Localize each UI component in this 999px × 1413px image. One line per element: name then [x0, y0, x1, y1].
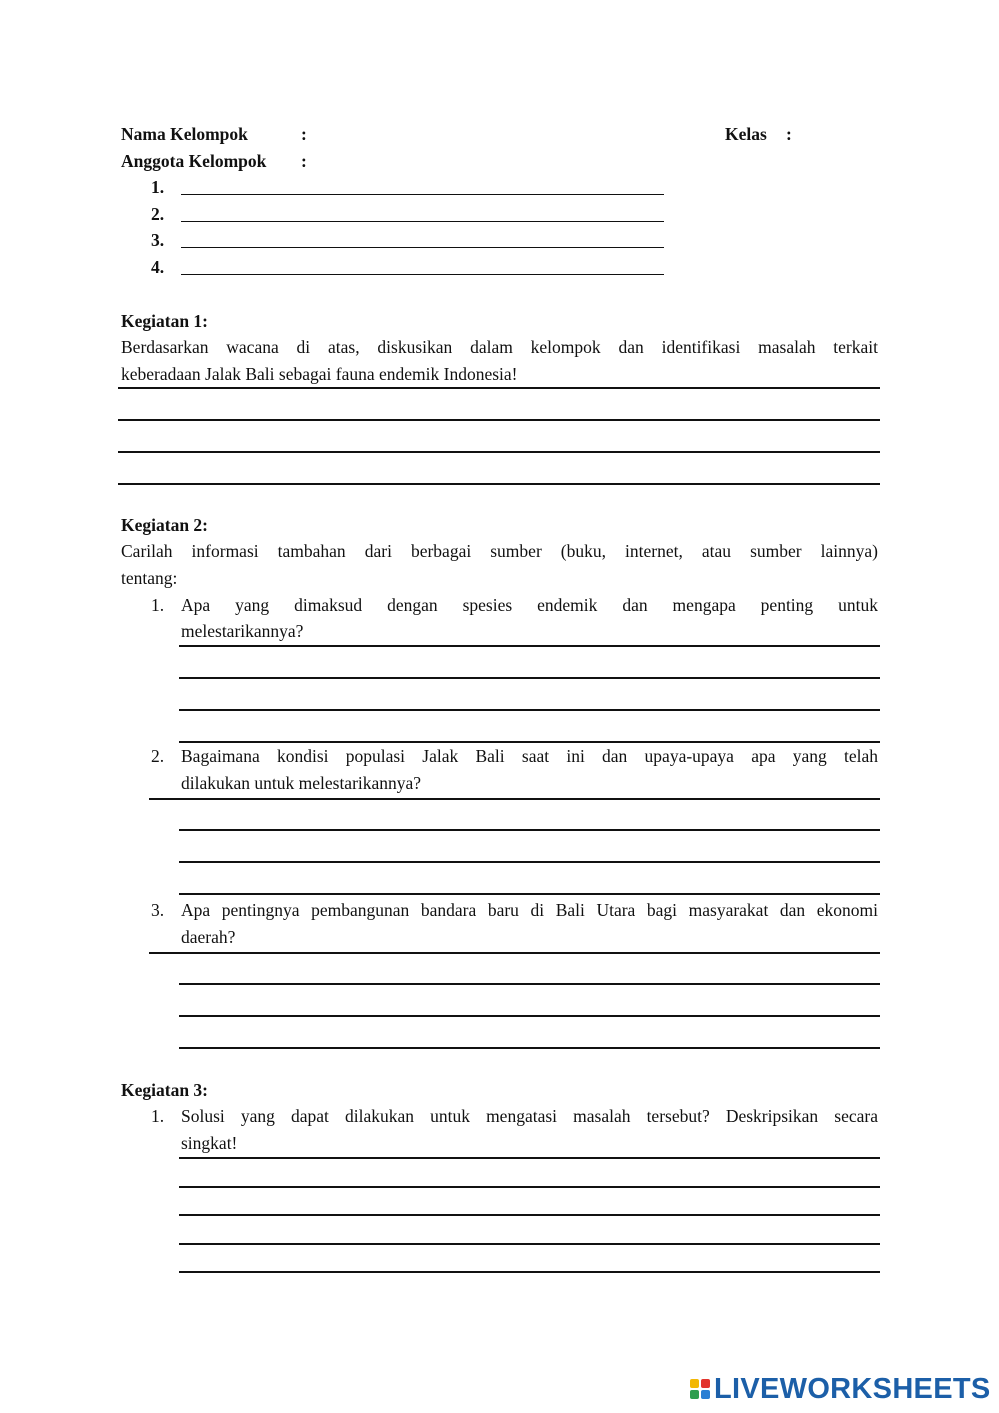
kegiatan-3-title: Kegiatan 3:: [121, 1080, 209, 1100]
member-input-line[interactable]: [181, 221, 664, 222]
question-text: daerah?: [181, 927, 236, 947]
liveworksheets-logo-icon: [690, 1379, 710, 1399]
group-name-label: Nama Kelompok: [121, 124, 248, 144]
question-number: 3.: [151, 900, 165, 920]
question-text: Apa yang dimaksud dengan spesies endemik dan mengapa penting untuk: [181, 595, 878, 615]
kegiatan-2-instruction: tentang:: [121, 568, 178, 588]
answer-line[interactable]: [179, 861, 880, 863]
answer-line[interactable]: [179, 1214, 880, 1216]
answer-line[interactable]: [179, 893, 880, 895]
logo-square: [701, 1390, 710, 1399]
answer-line[interactable]: [179, 1243, 880, 1245]
answer-line[interactable]: [179, 677, 880, 679]
answer-line[interactable]: [179, 1015, 880, 1017]
member-number: 4.: [151, 257, 165, 277]
question-number: 2.: [151, 746, 165, 766]
members-colon: :: [301, 151, 307, 171]
question-number: 1.: [151, 595, 165, 615]
answer-line[interactable]: [118, 387, 880, 389]
answer-line[interactable]: [179, 1047, 880, 1049]
logo-square: [690, 1379, 699, 1388]
member-input-line[interactable]: [181, 247, 664, 248]
answer-line[interactable]: [149, 952, 880, 954]
member-input-line[interactable]: [181, 274, 664, 275]
kegiatan-1-instruction: Berdasarkan wacana di atas, diskusikan dalam kelompok dan identifikasi masalah terkait: [121, 337, 878, 357]
kegiatan-2-title: Kegiatan 2:: [121, 515, 209, 535]
member-input-line[interactable]: [181, 194, 664, 195]
answer-line[interactable]: [179, 983, 880, 985]
member-number: 2.: [151, 204, 165, 224]
question-text: Apa pentingnya pembangunan bandara baru di Bali Utara bagi masyarakat dan ekonomi: [181, 900, 878, 920]
answer-line[interactable]: [179, 645, 880, 647]
answer-line[interactable]: [118, 419, 880, 421]
answer-line[interactable]: [179, 1271, 880, 1273]
class-label: Kelas: [725, 124, 767, 144]
answer-line[interactable]: [179, 1157, 880, 1159]
question-text: melestarikannya?: [181, 621, 304, 641]
logo-square: [690, 1390, 699, 1399]
answer-line[interactable]: [179, 829, 880, 831]
answer-line[interactable]: [118, 483, 880, 485]
question-text: Solusi yang dapat dilakukan untuk mengatasi masalah tersebut? Deskripsikan secara: [181, 1106, 878, 1126]
question-text: dilakukan untuk melestarikannya?: [181, 773, 422, 793]
answer-line[interactable]: [179, 709, 880, 711]
member-number: 1.: [151, 177, 165, 197]
group-name-colon: :: [301, 124, 307, 144]
kegiatan-1-title: Kegiatan 1:: [121, 311, 209, 331]
question-text: Bagaimana kondisi populasi Jalak Bali saat ini dan upaya-upaya apa yang telah: [181, 746, 878, 766]
question-number: 1.: [151, 1106, 165, 1126]
members-label: Anggota Kelompok: [121, 151, 267, 171]
answer-line[interactable]: [149, 798, 880, 800]
member-number: 3.: [151, 230, 165, 250]
logo-square: [701, 1379, 710, 1388]
question-text: singkat!: [181, 1133, 238, 1153]
class-colon: :: [786, 124, 792, 144]
liveworksheets-watermark[interactable]: [690, 1374, 991, 1404]
answer-line[interactable]: [179, 1186, 880, 1188]
answer-line[interactable]: [179, 741, 880, 743]
kegiatan-2-instruction: Carilah informasi tambahan dari berbagai sumber (buku, internet, atau sumber lainnya): [121, 541, 878, 561]
answer-line[interactable]: [118, 451, 880, 453]
kegiatan-1-instruction: keberadaan Jalak Bali sebagai fauna endemik Indonesia!: [121, 364, 518, 384]
liveworksheets-wordmark: LIVEWORKSHEETS: [714, 1373, 991, 1405]
